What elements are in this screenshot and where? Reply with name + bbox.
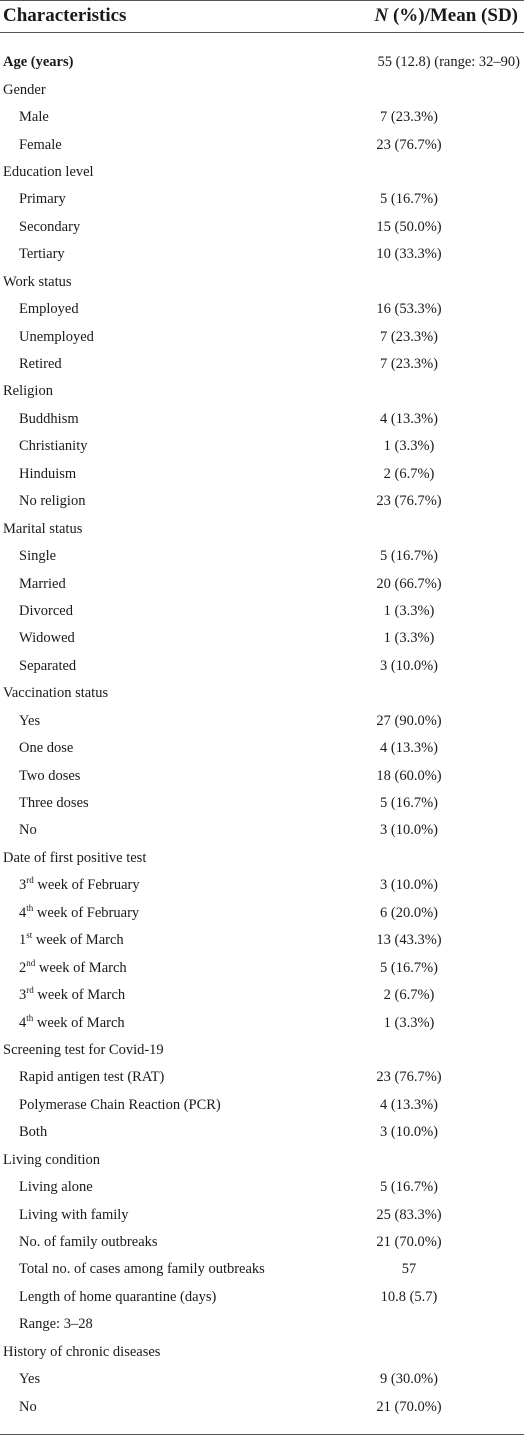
row-label: Yes: [19, 712, 41, 729]
header-rule: [0, 32, 524, 33]
row-value: 5 (16.7%): [380, 1179, 438, 1196]
row-value: 57: [401, 1261, 417, 1278]
row-label-ordinal: rd: [26, 985, 34, 996]
table-group-row: [0, 269, 524, 296]
row-label: [0, 987, 294, 1004]
table-row: [0, 323, 524, 350]
row-value: 7 (23.3%): [380, 109, 438, 126]
table-group-row: [0, 49, 524, 76]
row-label: [0, 902, 294, 922]
table-row: [0, 543, 524, 570]
row-label: History of chronic diseases: [3, 1343, 161, 1360]
row-value: 16 (53.3%): [376, 301, 442, 318]
row-label: Widowed: [19, 630, 75, 647]
table-row: [0, 570, 524, 597]
header-characteristics: Characteristics: [3, 5, 127, 26]
row-label-ordinal: nd: [26, 957, 36, 968]
row-label: No religion: [19, 493, 86, 510]
row-value: 1 (3.3%): [383, 1014, 435, 1031]
table-row: [0, 241, 524, 268]
row-label: Christianity: [19, 438, 88, 455]
table-row: [0, 735, 524, 762]
row-value: 2 (6.7%): [383, 465, 435, 482]
row-label: Living condition: [3, 1151, 101, 1168]
table-group-row: [0, 1037, 524, 1064]
row-label: Screening test for Covid-19: [3, 1041, 164, 1058]
row-value: 55 (12.8) (range: 32–90): [377, 54, 520, 71]
row-label-ordinal: rd: [26, 875, 34, 886]
row-value: 4 (13.3%): [380, 410, 438, 427]
table-row: [0, 708, 524, 735]
row-value: 18 (60.0%): [376, 767, 442, 784]
row-label: Separated: [19, 657, 77, 674]
row-label: [0, 932, 294, 949]
row-value: 21 (70.0%): [376, 1234, 442, 1251]
row-label: Polymerase Chain Reaction (PCR): [19, 1096, 221, 1113]
row-label-ordinal: st: [26, 930, 33, 941]
row-label: One dose: [19, 740, 74, 757]
row-value: 6 (20.0%): [380, 904, 438, 921]
table-row: [0, 104, 524, 131]
table-row: [0, 351, 524, 378]
row-value: 25 (83.3%): [376, 1206, 442, 1223]
row-label: Length of home quarantine (days): [19, 1288, 217, 1305]
row-label: Retired: [19, 356, 62, 373]
row-label: Living with family: [19, 1206, 129, 1223]
table-row: [0, 296, 524, 323]
row-label: Male: [19, 109, 49, 126]
row-label-ordinal: th: [26, 1012, 34, 1023]
table-row: [0, 817, 524, 844]
table-row: [0, 790, 524, 817]
row-label: [0, 877, 294, 894]
table-row: [0, 433, 524, 460]
row-label-number: 2: [19, 959, 27, 976]
row-label-number: 3: [19, 877, 27, 894]
row-label: Yes: [19, 1371, 41, 1388]
table-row: [0, 131, 524, 158]
table-row: [0, 1311, 524, 1338]
table-row: [0, 214, 524, 241]
row-value: 15 (50.0%): [376, 218, 442, 235]
row-label-suffix: week of March: [32, 932, 124, 949]
row-label: No: [19, 822, 37, 839]
row-label: Work status: [3, 273, 72, 290]
row-value: 5 (16.7%): [380, 191, 438, 208]
table-row: [0, 762, 524, 789]
table-group-row: [0, 515, 524, 542]
row-label: Education level: [3, 163, 94, 180]
row-label: Three doses: [19, 795, 89, 812]
row-label-suffix: week of February: [33, 877, 140, 894]
row-value: 10.8 (5.7): [380, 1288, 438, 1305]
row-value: 23 (76.7%): [376, 1069, 442, 1086]
table-header: [0, 0, 524, 32]
row-label-ordinal: th: [26, 902, 34, 913]
row-label: Single: [19, 548, 57, 565]
table-row: [0, 598, 524, 625]
row-value: 2 (6.7%): [383, 987, 435, 1004]
row-value: 4 (13.3%): [380, 740, 438, 757]
row-label: No. of family outbreaks: [19, 1234, 158, 1251]
row-label: Total no. of cases among family outbreaks: [19, 1261, 265, 1278]
row-label: Employed: [19, 301, 79, 318]
table-row: [0, 954, 524, 981]
row-value: 7 (23.3%): [380, 328, 438, 345]
table-row: [0, 1256, 524, 1283]
row-label: [0, 957, 294, 977]
row-value: 3 (10.0%): [380, 877, 438, 894]
table-group-row: [0, 378, 524, 405]
row-value: 4 (13.3%): [380, 1096, 438, 1113]
table-row: [0, 1064, 524, 1091]
table-group-row: [0, 76, 524, 103]
row-value: 3 (10.0%): [380, 822, 438, 839]
row-label: Vaccination status: [3, 685, 109, 702]
row-value: 7 (23.3%): [380, 356, 438, 373]
row-label: Age (years): [3, 54, 74, 71]
row-label: Religion: [3, 383, 53, 400]
table-group-row: [0, 845, 524, 872]
table-row: [0, 872, 524, 899]
row-label: Married: [19, 575, 66, 592]
header-n-italic: N: [374, 5, 389, 26]
row-label-number: 4: [19, 904, 27, 921]
row-label: Female: [19, 136, 62, 153]
table-group-row: [0, 680, 524, 707]
row-value: 10 (33.3%): [376, 246, 442, 263]
row-label: Two doses: [19, 767, 81, 784]
table-row: [0, 1119, 524, 1146]
header-n-rest: (%)/Mean (SD): [388, 5, 518, 26]
row-label: Tertiary: [19, 246, 65, 263]
row-label: Range: 3–28: [19, 1316, 93, 1333]
row-value: 23 (76.7%): [376, 136, 442, 153]
row-label: Divorced: [19, 602, 73, 619]
table-group-row: [0, 1147, 524, 1174]
row-label: No: [19, 1398, 37, 1415]
row-value: 5 (16.7%): [380, 548, 438, 565]
row-value: 3 (10.0%): [380, 657, 438, 674]
table-group-row: [0, 1339, 524, 1366]
header-n-percent-mean-sd: [374, 5, 524, 27]
row-value: 5 (16.7%): [380, 795, 438, 812]
row-label-number: 1: [19, 932, 27, 949]
row-value: 5 (16.7%): [380, 959, 438, 976]
table-row: [0, 1174, 524, 1201]
row-label: Primary: [19, 191, 66, 208]
table-row: [0, 1393, 524, 1420]
row-label-suffix: week of March: [35, 959, 127, 976]
row-label: Date of first positive test: [3, 849, 147, 866]
row-value: 13 (43.3%): [376, 932, 442, 949]
table-row: [0, 625, 524, 652]
table-row: [0, 653, 524, 680]
table-row: [0, 1092, 524, 1119]
table-row: [0, 488, 524, 515]
table-row: [0, 927, 524, 954]
row-value: 3 (10.0%): [380, 1124, 438, 1141]
row-value: 1 (3.3%): [383, 602, 435, 619]
row-label: Hinduism: [19, 465, 77, 482]
row-label: Secondary: [19, 218, 81, 235]
table-row: [0, 900, 524, 927]
row-label-suffix: week of March: [33, 1014, 125, 1031]
row-label-number: 4: [19, 1014, 27, 1031]
row-label: Marital status: [3, 520, 83, 537]
table-row: [0, 1229, 524, 1256]
table-group-row: [0, 159, 524, 186]
row-value: 21 (70.0%): [376, 1398, 442, 1415]
row-label: Living alone: [19, 1179, 93, 1196]
table-row: [0, 982, 524, 1009]
row-label: Buddhism: [19, 410, 79, 427]
row-value: 20 (66.7%): [376, 575, 442, 592]
table-row: [0, 186, 524, 213]
table-bottom-rule: [0, 1434, 524, 1435]
table-row: [0, 1201, 524, 1228]
row-label: Unemployed: [19, 328, 94, 345]
table-row: [0, 406, 524, 433]
row-value: 27 (90.0%): [376, 712, 442, 729]
row-label-suffix: week of March: [33, 987, 126, 1004]
row-value: 9 (30.0%): [380, 1371, 438, 1388]
row-value: 1 (3.3%): [383, 630, 435, 647]
table-row: [0, 461, 524, 488]
row-label: [0, 1012, 294, 1032]
table-row: [0, 1366, 524, 1393]
table-row: [0, 1284, 524, 1311]
row-label: Gender: [3, 81, 46, 98]
row-label: Rapid antigen test (RAT): [19, 1069, 165, 1086]
table-body: [0, 49, 524, 1421]
row-value: 23 (76.7%): [376, 493, 442, 510]
row-value: 1 (3.3%): [383, 438, 435, 455]
row-label-number: 3: [19, 987, 27, 1004]
row-label: Both: [19, 1124, 48, 1141]
row-label-suffix: week of February: [33, 904, 140, 921]
table-row: [0, 1009, 524, 1036]
